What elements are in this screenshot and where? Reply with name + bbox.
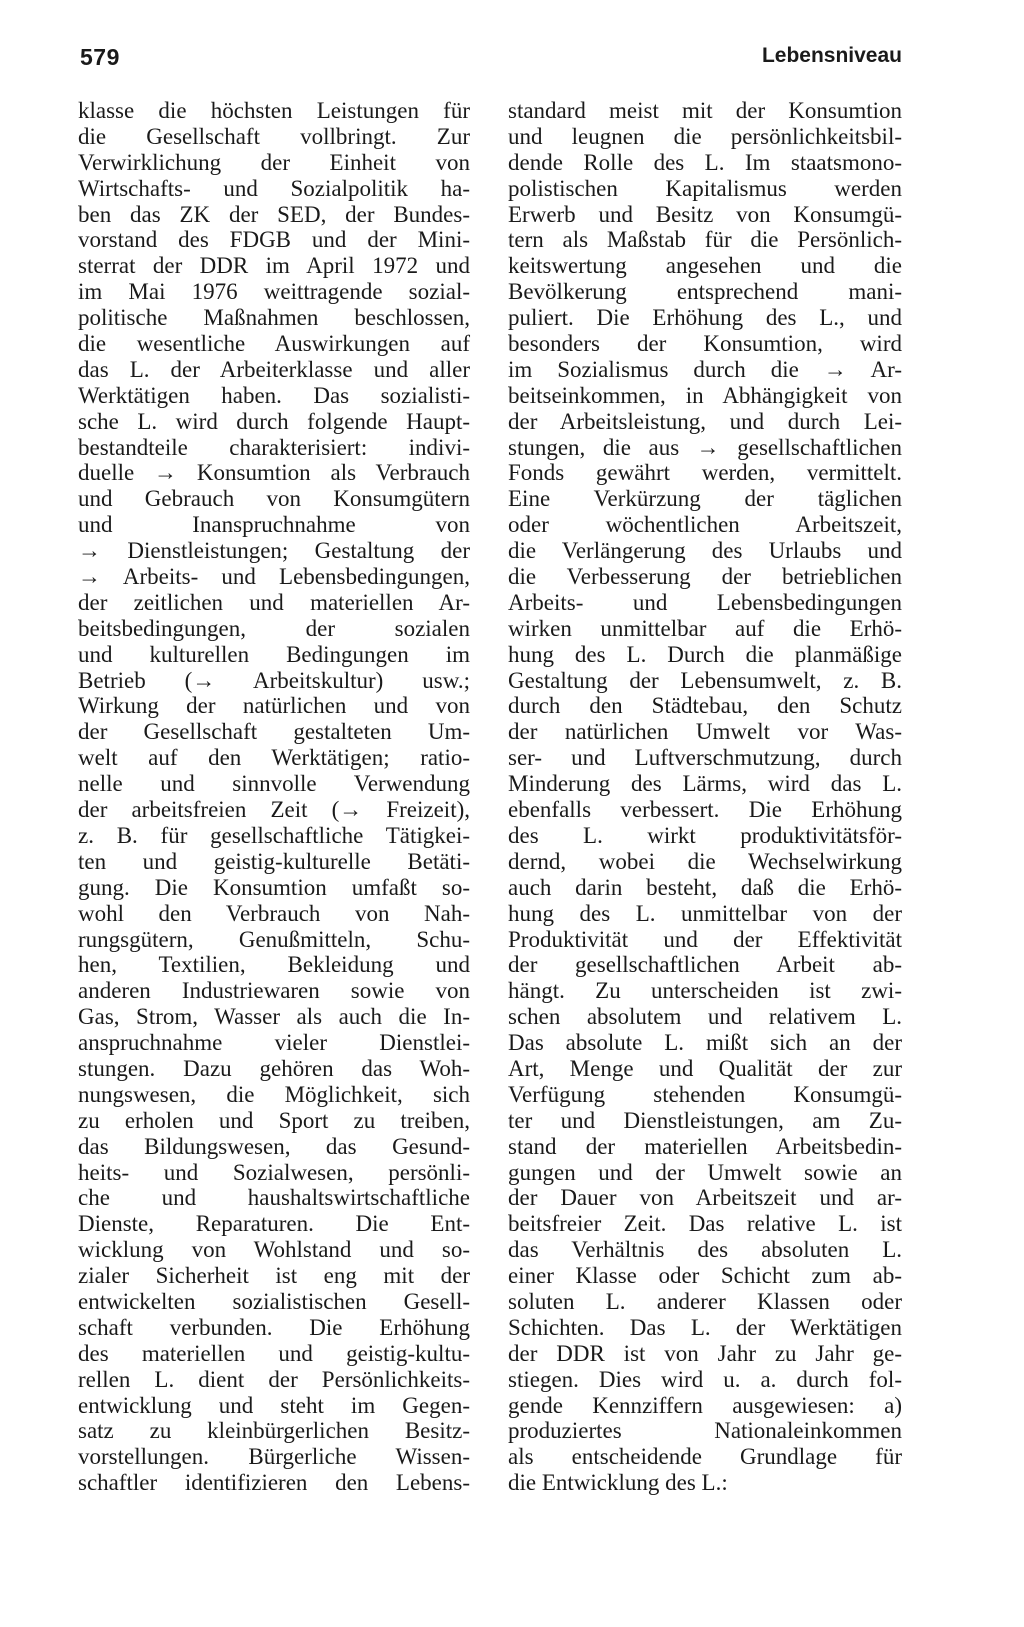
text-line: heits- und Sozialwesen, persönli- — [78, 1159, 470, 1185]
text-line: Verwirklichung der Einheit von — [78, 149, 470, 175]
text-line: beitsfreier Zeit. Das relative L. ist — [508, 1211, 902, 1237]
text-line: die Verlängerung des Urlaubs und — [508, 538, 902, 564]
text-line: schen absolutem und relativem L. — [508, 1004, 902, 1030]
text-line: Gas, Strom, Wasser als auch die In- — [78, 1004, 470, 1030]
text-line: durch den Städtebau, den Schutz — [508, 693, 902, 719]
text-line: anderen Industriewaren sowie von — [78, 978, 470, 1004]
text-line: hung des L. Durch die planmäßige — [508, 641, 902, 667]
text-line: Erwerb und Besitz von Konsumgü- — [508, 201, 902, 227]
text-line: wirken unmittelbar auf die Erhö- — [508, 615, 902, 641]
page-header — [80, 44, 902, 84]
text-line: keitswertung angesehen und die — [508, 253, 902, 279]
text-line: der gesellschaftlichen Arbeit ab- — [508, 952, 902, 978]
text-line: Wirkung der natürlichen und von — [78, 693, 470, 719]
text-line: z. B. für gesellschaftliche Tätigkei- — [78, 822, 470, 848]
text-line: dernd, wobei die Wechselwirkung — [508, 848, 902, 874]
text-line: die Gesellschaft vollbringt. Zur — [78, 123, 470, 149]
text-line: beitseinkommen, in Abhängigkeit von — [508, 382, 902, 408]
text-line: Wirtschafts- und Sozialpolitik ha- — [78, 175, 470, 201]
text-line: nelle und sinnvolle Verwendung — [78, 771, 470, 797]
text-line: der natürlichen Umwelt vor Was- — [508, 719, 902, 745]
text-line: Werktätigen haben. Das sozialisti- — [78, 382, 470, 408]
text-line: die Verbesserung der betrieblichen — [508, 564, 902, 590]
text-line: der DDR ist von Jahr zu Jahr ge- — [508, 1340, 902, 1366]
text-line: dende Rolle des L. Im staatsmono- — [508, 149, 902, 175]
text-line: Gestaltung der Lebensumwelt, z. B. — [508, 667, 902, 693]
text-line: wicklung von Wohlstand und so- — [78, 1237, 470, 1263]
text-line: schaft verbunden. Die Erhöhung — [78, 1314, 470, 1340]
text-line: ben das ZK der SED, der Bundes- — [78, 201, 470, 227]
text-line: ter und Dienstleistungen, am Zu- — [508, 1107, 902, 1133]
text-line: vorstand des FDGB und der Mini- — [78, 227, 470, 253]
text-line: der Gesellschaft gestalteten Um- — [78, 719, 470, 745]
text-line: hängt. Zu unterscheiden ist zwi- — [508, 978, 902, 1004]
text-line: und kulturellen Bedingungen im — [78, 641, 470, 667]
text-line: beitsbedingungen, der sozialen — [78, 615, 470, 641]
text-line: stungen, die aus → gesellschaftlichen — [508, 434, 902, 460]
text-line: entwickelten sozialistischen Gesell- — [78, 1288, 470, 1314]
text-line: standard meist mit der Konsumtion — [508, 98, 902, 123]
text-line: wohl den Verbrauch von Nah- — [78, 900, 470, 926]
text-line: hung des L. unmittelbar von der — [508, 900, 902, 926]
text-line: welt auf den Werktätigen; ratio- — [78, 745, 470, 771]
text-line: des materiellen und geistig-kultu- — [78, 1340, 470, 1366]
text-line: Schichten. Das L. der Werktätigen — [508, 1314, 902, 1340]
text-line: stiegen. Dies wird u. a. durch fol- — [508, 1366, 902, 1392]
text-line: ten und geistig-kulturelle Betäti- — [78, 848, 470, 874]
text-line: → Arbeits- und Lebensbedingungen, — [78, 564, 470, 590]
text-line: Bevölkerung entsprechend mani- — [508, 279, 902, 305]
text-line: schaftler identifizieren den Lebens- — [78, 1470, 470, 1496]
text-line: zialer Sicherheit ist eng mit der — [78, 1263, 470, 1289]
text-line: ser- und Luftverschmutzung, durch — [508, 745, 902, 771]
text-line: und Inanspruchnahme von — [78, 512, 470, 538]
text-line: Betrieb (→ Arbeitskultur) usw.; — [78, 667, 470, 693]
text-line: entwicklung und steht im Gegen- — [78, 1392, 470, 1418]
text-line: und Gebrauch von Konsumgütern — [78, 486, 470, 512]
text-line: stand der materiellen Arbeitsbedin- — [508, 1133, 902, 1159]
text-line: stungen. Dazu gehören das Woh- — [78, 1055, 470, 1081]
text-line: das L. der Arbeiterklasse und aller — [78, 356, 470, 382]
text-line: der Dauer von Arbeitszeit und ar- — [508, 1185, 902, 1211]
text-line: Eine Verkürzung der täglichen — [508, 486, 902, 512]
text-line: und leugnen die persönlichkeitsbil- — [508, 123, 902, 149]
text-line: che und haushaltswirtschaftliche — [78, 1185, 470, 1211]
text-line: das Verhältnis des absoluten L. — [508, 1237, 902, 1263]
text-line: oder wöchentlichen Arbeitszeit, — [508, 512, 902, 538]
text-line: klasse die höchsten Leistungen für — [78, 98, 470, 123]
text-line: gung. Die Konsumtion umfaßt so- — [78, 874, 470, 900]
text-line: soluten L. anderer Klassen oder — [508, 1288, 902, 1314]
text-line: Minderung des Lärms, wird das L. — [508, 771, 902, 797]
text-line: Das absolute L. mißt sich an der — [508, 1030, 902, 1056]
text-line: Art, Menge und Qualität der zur — [508, 1055, 902, 1081]
text-line: im Mai 1976 weittragende sozial- — [78, 279, 470, 305]
text-line: bestandteile charakterisiert: indivi- — [78, 434, 470, 460]
text-line: als entscheidende Grundlage für — [508, 1444, 902, 1470]
text-line: tern als Maßstab für die Persönlich- — [508, 227, 902, 253]
text-line: rellen L. dient der Persönlichkeits- — [78, 1366, 470, 1392]
text-line: Fonds gewährt werden, vermittelt. — [508, 460, 902, 486]
text-line: auch darin besteht, daß die Erhö- — [508, 874, 902, 900]
text-line: rungsgütern, Genußmitteln, Schu- — [78, 926, 470, 952]
text-line: der zeitlichen und materiellen Ar- — [78, 589, 470, 615]
text-line: hen, Textilien, Bekleidung und — [78, 952, 470, 978]
text-line: gungen und der Umwelt sowie an — [508, 1159, 902, 1185]
text-line: das Bildungswesen, das Gesund- — [78, 1133, 470, 1159]
text-line: sterrat der DDR im April 1972 und — [78, 253, 470, 279]
text-line: Verfügung stehenden Konsumgü- — [508, 1081, 902, 1107]
text-line: Dienste, Reparaturen. Die Ent- — [78, 1211, 470, 1237]
page-number: 579 — [80, 44, 120, 70]
text-line: puliert. Die Erhöhung des L., und — [508, 305, 902, 331]
text-line: nungswesen, die Möglichkeit, sich — [78, 1081, 470, 1107]
text-line: ebenfalls verbessert. Die Erhöhung — [508, 797, 902, 823]
text-line: sche L. wird durch folgende Haupt- — [78, 408, 470, 434]
text-line: gende Kennziffern ausgewiesen: a) — [508, 1392, 902, 1418]
text-line: duelle → Konsumtion als Verbrauch — [78, 460, 470, 486]
text-line: besonders der Konsumtion, wird — [508, 331, 902, 357]
text-line: des L. wirkt produktivitätsför- — [508, 822, 902, 848]
text-line: → Dienstleistungen; Gestaltung der — [78, 538, 470, 564]
text-line: die Entwicklung des L.: — [508, 1470, 728, 1496]
text-line: anspruchnahme vieler Dienstlei- — [78, 1030, 470, 1056]
text-line: der Arbeitsleistung, und durch Lei- — [508, 408, 902, 434]
right-text-column — [508, 98, 902, 1496]
text-line: zu erholen und Sport zu treiben, — [78, 1107, 470, 1133]
text-line: der arbeitsfreien Zeit (→ Freizeit), — [78, 797, 470, 823]
text-line: einer Klasse oder Schicht zum ab- — [508, 1263, 902, 1289]
text-line: produziertes Nationaleinkommen — [508, 1418, 902, 1444]
text-line: im Sozialismus durch die → Ar- — [508, 356, 902, 382]
running-head: Lebensniveau — [761, 44, 902, 67]
text-line: die wesentliche Auswirkungen auf — [78, 331, 470, 357]
text-line: polistischen Kapitalismus werden — [508, 175, 902, 201]
text-line: Arbeits- und Lebensbedingungen — [508, 589, 902, 615]
text-line: satz zu kleinbürgerlichen Besitz- — [78, 1418, 470, 1444]
left-text-column — [78, 98, 470, 1496]
text-line: vorstellungen. Bürgerliche Wissen- — [78, 1444, 470, 1470]
text-line: Produktivität und der Effektivität — [508, 926, 902, 952]
text-line: politische Maßnahmen beschlossen, — [78, 305, 470, 331]
